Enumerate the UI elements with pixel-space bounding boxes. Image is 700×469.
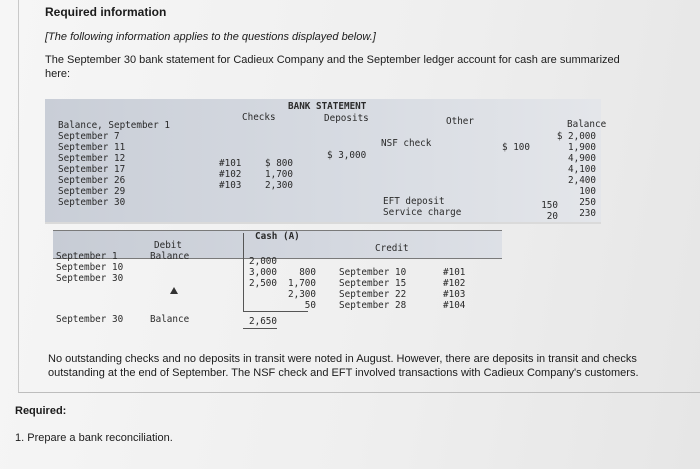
check-number: #102	[219, 169, 242, 180]
balance-value: 100	[579, 186, 596, 197]
statement-date: September 30	[58, 197, 126, 208]
intro-text-line1: The September 30 bank statement for Cadieux Company and the September ledger account for cash are summarized	[45, 54, 620, 66]
statement-date: September 26	[58, 175, 126, 186]
check-number: #103	[219, 180, 242, 191]
service-charge-amount: 20	[546, 211, 558, 222]
ending-balance-label: Balance	[150, 314, 190, 325]
mouse-cursor-icon	[170, 287, 178, 294]
debit-amount: 3,000	[249, 267, 277, 278]
eft-deposit-label: EFT deposit	[383, 196, 445, 207]
panel-subtitle: [The following information applies to the questions displayed below.]	[45, 31, 376, 43]
credit-check-number: #101	[443, 267, 466, 278]
balance-value: $ 2,000	[556, 131, 596, 142]
required-heading: Required:	[15, 405, 67, 417]
cash-account-title: Cash (A)	[255, 231, 300, 242]
panel-title: Required information	[45, 5, 167, 19]
credit-amount: 1,700	[288, 278, 316, 289]
credit-amount: 800	[299, 267, 316, 278]
check-amount: 1,700	[265, 169, 293, 180]
required-item-1: 1. Prepare a bank reconciliation.	[15, 432, 173, 444]
check-number: #101	[219, 158, 242, 169]
debit-balance-header: Balance	[150, 251, 190, 262]
statement-date: September 11	[58, 142, 126, 153]
intro-text-line2: here:	[45, 68, 71, 80]
statement-date: September 29	[58, 186, 126, 197]
ending-balance-date: September 30	[56, 314, 124, 325]
statement-date: September 17	[58, 164, 126, 175]
note-text-line1: No outstanding checks and no deposits in transit were noted in August. However, there are deposits in transit and checks	[48, 353, 637, 365]
balance-value: 2,400	[568, 175, 596, 186]
credit-date: September 22	[339, 289, 407, 300]
bank-statement-title: BANK STATEMENT	[288, 101, 367, 112]
debit-date: September 1	[56, 251, 118, 262]
debit-date: September 30	[56, 273, 124, 284]
credit-date: September 10	[339, 267, 407, 278]
balance-value: 1,900	[568, 142, 596, 153]
nsf-check-amount: $ 100	[502, 142, 530, 153]
t-account-balance-rule	[243, 328, 277, 329]
balance-value: 250	[579, 197, 596, 208]
statement-date: September 12	[58, 153, 126, 164]
debit-amount: 2,000	[249, 256, 277, 267]
credit-check-number: #102	[443, 278, 466, 289]
credit-amount: 2,300	[288, 289, 316, 300]
balance-value: 230	[579, 208, 596, 219]
debit-header: Debit	[154, 240, 182, 251]
check-amount: $ 800	[265, 158, 293, 169]
check-amount: 2,300	[265, 180, 293, 191]
nsf-check-label: NSF check	[381, 138, 432, 149]
statement-date: Balance, September 1	[58, 120, 170, 131]
statement-date: September 7	[58, 131, 120, 142]
credit-check-number: #104	[443, 300, 466, 311]
note-text-line2: outstanding at the end of September. The NSF check and EFT involved transactions with Cadieux Company's customers.	[48, 367, 639, 379]
debit-amount: 2,500	[249, 278, 277, 289]
ending-balance-amount: 2,650	[249, 316, 277, 327]
deposit-amount: $ 3,000	[327, 150, 367, 161]
credit-date: September 15	[339, 278, 407, 289]
credit-date: September 28	[339, 300, 407, 311]
debit-date: September 10	[56, 262, 124, 273]
balance-value: 4,100	[568, 164, 596, 175]
service-charge-label: Service charge	[383, 207, 462, 218]
credit-check-number: #103	[443, 289, 466, 300]
eft-deposit-amount: 150	[541, 200, 558, 211]
col-header-checks: Checks	[242, 112, 276, 123]
col-header-other: Other	[446, 116, 474, 127]
t-account-total-rule	[243, 311, 308, 312]
credit-amount: 50	[304, 300, 316, 311]
divider	[45, 222, 601, 224]
balance-value: 4,900	[568, 153, 596, 164]
col-header-deposits: Deposits	[324, 113, 369, 124]
col-header-balance: Balance	[567, 119, 607, 130]
credit-header: Credit	[375, 243, 409, 254]
